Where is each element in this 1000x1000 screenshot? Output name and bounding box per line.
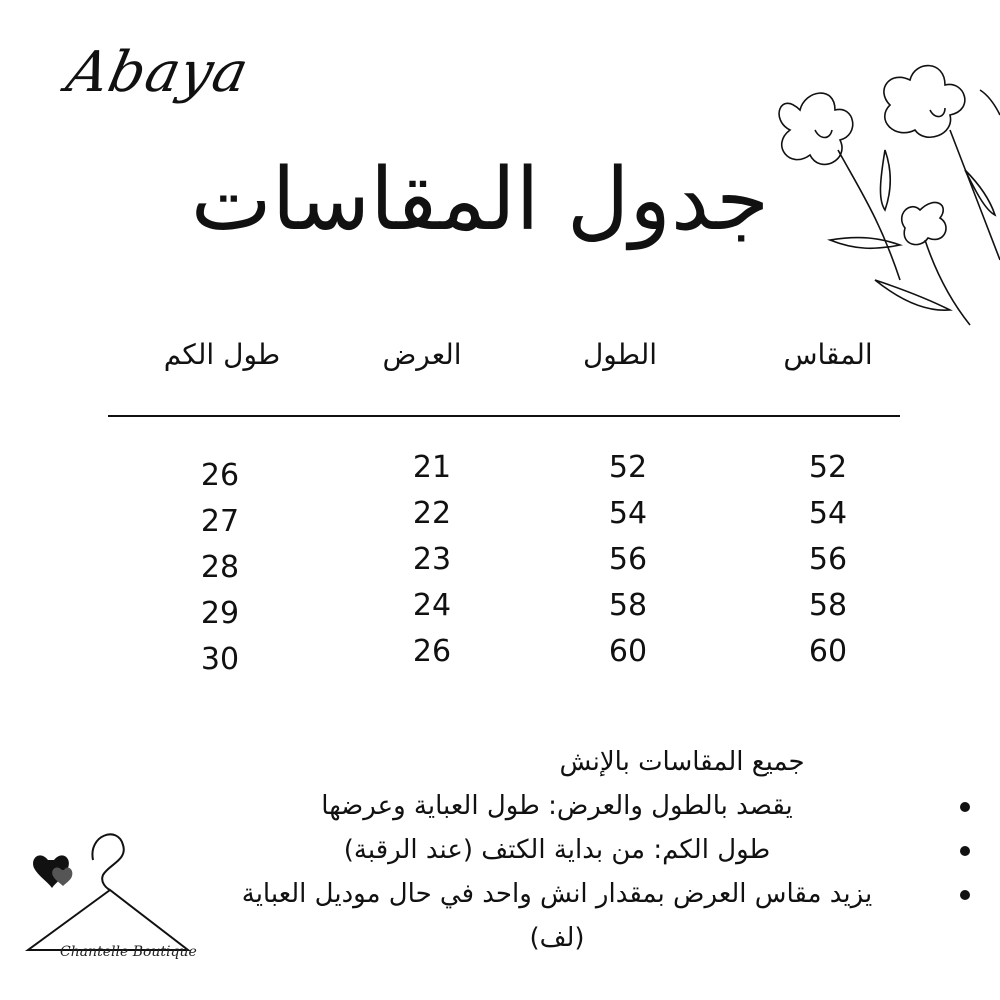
notes-list [212, 784, 932, 960]
abaya-script-title: Abaya [61, 40, 255, 105]
table-cell: 60 [808, 634, 848, 669]
table-cell: 26 [412, 634, 452, 669]
table-cell: 23 [412, 542, 452, 577]
table-cell: 29 [200, 596, 240, 631]
logo-text: Chantelle Boutique [60, 944, 197, 960]
table-cell: 26 [200, 458, 240, 493]
header-length: الطول [582, 338, 658, 371]
table-cell: 30 [200, 642, 240, 677]
column-size [768, 445, 888, 675]
column-length [568, 445, 688, 675]
column-width [372, 445, 492, 675]
table-cell: 21 [412, 450, 452, 485]
header-size: المقاس [783, 338, 873, 371]
table-cell: 22 [412, 496, 452, 531]
note-item: طول الكم: من بداية الكتف (عند الرقبة) [212, 828, 932, 872]
column-sleeve [160, 453, 280, 683]
table-cell: 27 [200, 504, 240, 539]
table-cell: 58 [808, 588, 848, 623]
notes-lead: جميع المقاسات بالإنش [559, 747, 805, 777]
note-item: يزيد مقاس العرض بمقدار انش واحد في حال موديل العباية (لف) [212, 872, 932, 960]
table-cell: 60 [608, 634, 648, 669]
notes-section [212, 740, 932, 960]
note-item: يقصد بالطول والعرض: طول العباية وعرضها [212, 784, 932, 828]
table-cell: 54 [608, 496, 648, 531]
table-cell: 54 [808, 496, 848, 531]
table-cell: 24 [412, 588, 452, 623]
table-cell: 52 [808, 450, 848, 485]
table-cell: 58 [608, 588, 648, 623]
table-header-row [0, 338, 1000, 388]
table-cell: 56 [608, 542, 648, 577]
header-width: العرض [382, 338, 462, 371]
table-cell: 56 [808, 542, 848, 577]
table-cell: 28 [200, 550, 240, 585]
page-title: جدول المقاسات [190, 150, 770, 250]
table-divider [108, 415, 900, 417]
header-sleeve: طول الكم [163, 338, 281, 371]
table-cell: 52 [608, 450, 648, 485]
